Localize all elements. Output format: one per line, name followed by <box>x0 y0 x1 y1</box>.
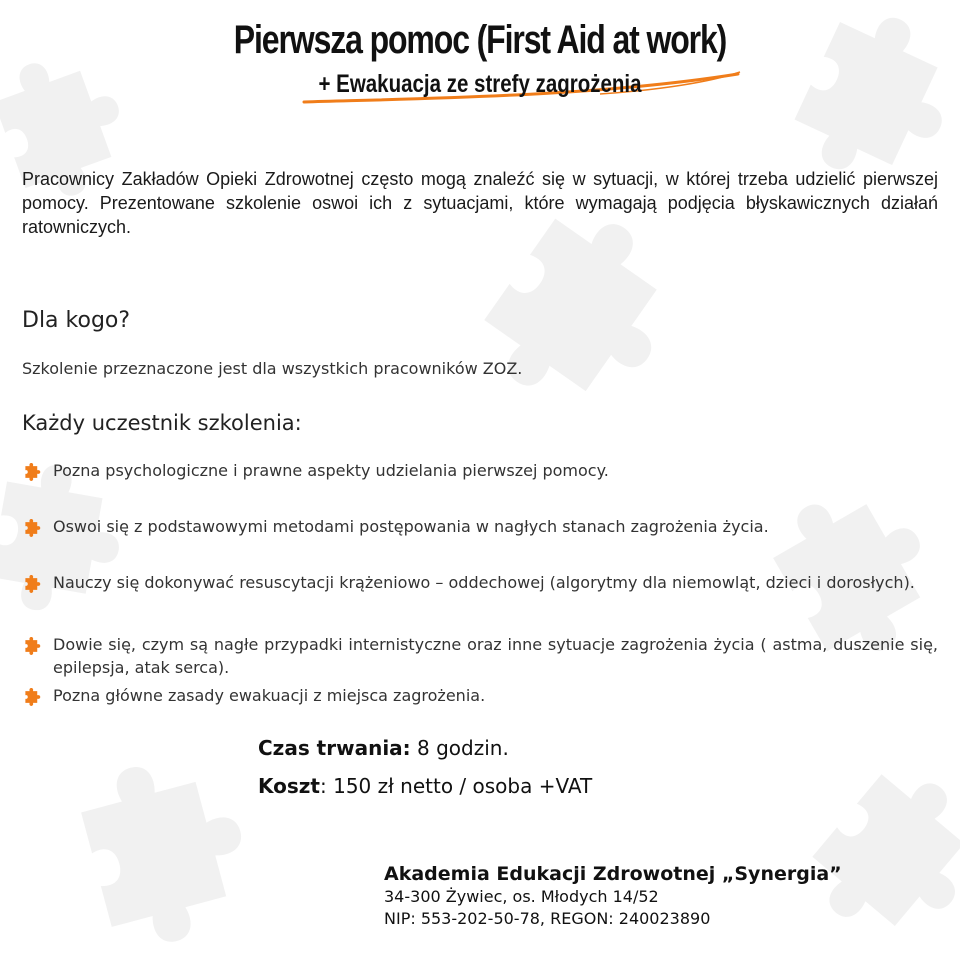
intro-paragraph: Pracownicy Zakładów Opieki Zdrowotnej często mogą znaleźć się w sytuacji, w której trzeba udzielić pierwszej pomocy. Prezentowane szkolenie oswoi ich z sytuacjami, które wymagają podjęcia błyskawicznych działań ratowniczych. <box>22 169 938 237</box>
footer-contact <box>384 862 842 930</box>
puzzle-piece-icon <box>22 461 44 483</box>
list-item <box>22 633 938 679</box>
puzzle-piece-icon <box>22 686 44 708</box>
puzzle-watermark <box>60 740 280 960</box>
page-subtitle: + Ewakuacja ze strefy zagrożenia <box>318 70 642 98</box>
list-item-text: Dowie się, czym są nagłe przypadki internistyczne oraz inne sytuacje zagrożenia życia ( astma, duszenie się, epilepsja, atak serca). <box>53 635 938 677</box>
list-item <box>22 459 938 482</box>
page-title: Pierwsza pomoc (First Aid at work) <box>233 18 727 62</box>
organization-ids: NIP: 553-202-50-78, REGON: 240023890 <box>384 909 711 928</box>
cost-label: Koszt <box>258 774 320 798</box>
list-item-text: Pozna psychologiczne i prawne aspekty udzielania pierwszej pomocy. <box>53 461 609 480</box>
list-item <box>22 515 938 538</box>
list-item <box>22 684 938 707</box>
cost-value: : 150 zł netto / osoba +VAT <box>320 774 593 798</box>
audience-heading: Dla kogo? <box>22 308 131 333</box>
puzzle-piece-icon <box>22 517 44 539</box>
list-item <box>22 571 938 594</box>
list-item-text: Oswoi się z podstawowymi metodami postępowania w nagłych stanach zagrożenia życia. <box>53 517 769 536</box>
duration <box>258 736 509 760</box>
puzzle-piece-icon <box>22 635 44 657</box>
participant-heading: Każdy uczestnik szkolenia: <box>22 411 302 435</box>
organization-address: 34-300 Żywiec, os. Młodych 14/52 <box>384 887 659 906</box>
duration-value: 8 godzin. <box>410 736 509 760</box>
puzzle-watermark <box>800 760 960 960</box>
audience-text: Szkolenie przeznaczone jest dla wszystkich pracowników ZOZ. <box>22 359 523 378</box>
puzzle-piece-icon <box>22 573 44 595</box>
cost <box>258 774 592 798</box>
organization-name: Akademia Edukacji Zdrowotnej „Synergia” <box>384 863 842 885</box>
list-item-text: Nauczy się dokonywać resuscytacji krążeniowo – oddechowej (algorytmy dla niemowląt, dzieci i dorosłych). <box>53 573 915 592</box>
list-item-text: Pozna główne zasady ewakuacji z miejsca zagrożenia. <box>53 686 486 705</box>
duration-label: Czas trwania: <box>258 736 411 760</box>
